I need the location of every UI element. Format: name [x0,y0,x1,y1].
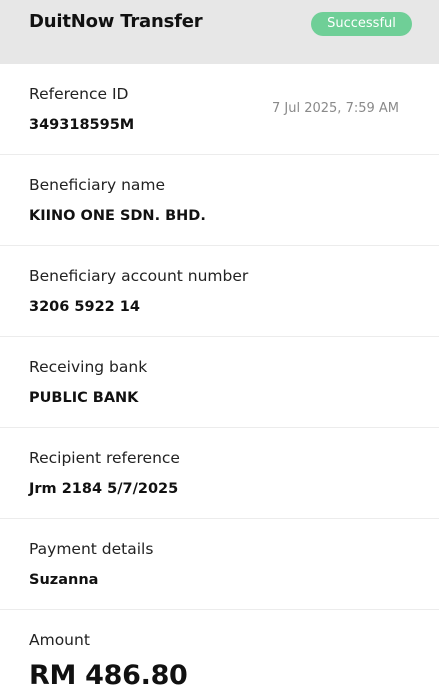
receiving-bank-value: PUBLIC BANK [29,390,139,406]
transaction-header [0,0,439,64]
beneficiary-account-section [0,246,439,337]
beneficiary-name-section [0,155,439,246]
transaction-timestamp: 7 Jul 2025, 7:59 AM [272,101,400,116]
payment-details-label: Payment details [29,540,154,558]
recipient-reference-section [0,428,439,519]
status-badge: Successful [311,12,412,36]
amount-section [0,610,439,700]
beneficiary-account-value: 3206 5922 14 [29,299,140,315]
recipient-reference-label: Recipient reference [29,449,180,467]
page-title: DuitNow Transfer [29,11,203,32]
reference-id-section [0,64,439,155]
receiving-bank-label: Receiving bank [29,358,148,376]
beneficiary-name-value: KIINO ONE SDN. BHD. [29,208,206,224]
payment-details-section [0,519,439,610]
receiving-bank-section [0,337,439,428]
reference-id-value: 349318595M [29,117,135,133]
amount-value: RM 486.80 [29,660,188,691]
reference-id-label: Reference ID [29,85,129,103]
amount-label: Amount [29,631,90,649]
transaction-details [0,64,439,700]
payment-details-value: Suzanna [29,572,99,588]
beneficiary-account-label: Beneficiary account number [29,267,249,285]
beneficiary-name-label: Beneficiary name [29,176,166,194]
recipient-reference-value: Jrm 2184 5/7/2025 [29,481,179,497]
